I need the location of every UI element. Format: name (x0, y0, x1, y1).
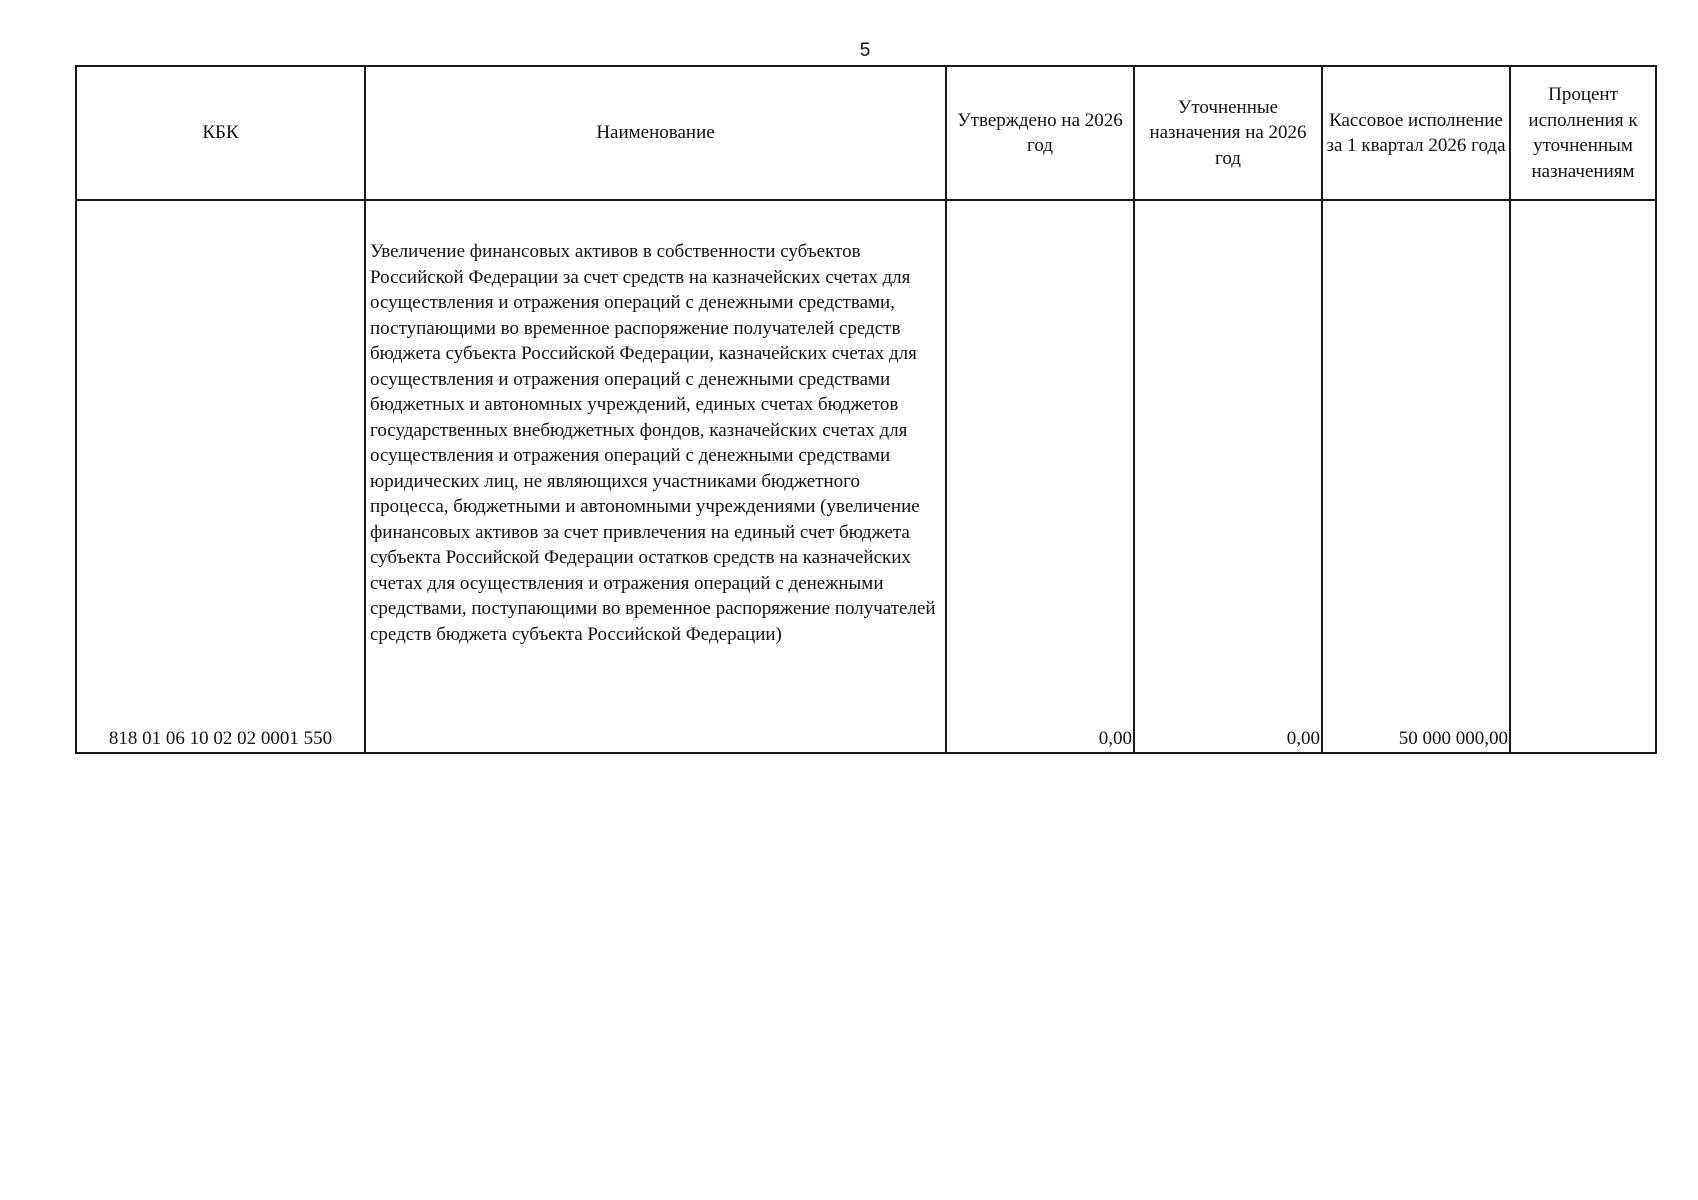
table-body (76, 200, 1656, 753)
header-specified: Уточненные назначения на 2026 год (1134, 66, 1322, 200)
header-cash-execution: Кассовое исполнение за 1 квартал 2026 года (1322, 66, 1510, 200)
cell-name: Увеличение финансовых активов в собственности субъектов Российской Федерации за счет средств на казначейских счетах для осуществления и отражения операций с денежными средствами, поступающими во временное распоряжение получателей средств бюджета субъекта Российской Федерации, казначейских счетах для осуществления и отражения операций с денежными средствами бюджетных и автономных учреждений, единых счетах бюджетов государственных внебюджетных фондов, казначейских счетах для осуществления и отражения операций с денежными средствами юридических лиц, не являющихся участниками бюджетного процесса, бюджетными и автономными учреждениями (увеличение финансовых активов за счет привлечения на единый счет бюджета субъекта Российской Федерации остатков средств на казначейских счетах для осуществления и отражения операций с денежными средствами, поступающими во временное распоряжение получателей средств бюджета субъекта Российской Федерации) (365, 200, 946, 753)
header-approved: Утверждено на 2026 год (946, 66, 1134, 200)
cell-specified: 0,00 (1134, 200, 1322, 753)
header-row (76, 66, 1656, 200)
table-row (76, 200, 1656, 753)
table-header (76, 66, 1656, 200)
header-percent: Процент исполнения к уточненным назначениям (1510, 66, 1656, 200)
header-name: Наименование (365, 66, 946, 200)
cell-approved: 0,00 (946, 200, 1134, 753)
budget-execution-table (75, 65, 1657, 754)
cell-percent (1510, 200, 1656, 753)
page-number: 5 (859, 40, 871, 61)
cell-kbk: 818 01 06 10 02 02 0001 550 (76, 200, 365, 753)
header-kbk: КБК (76, 66, 365, 200)
cell-cash-execution: 50 000 000,00 (1322, 200, 1510, 753)
